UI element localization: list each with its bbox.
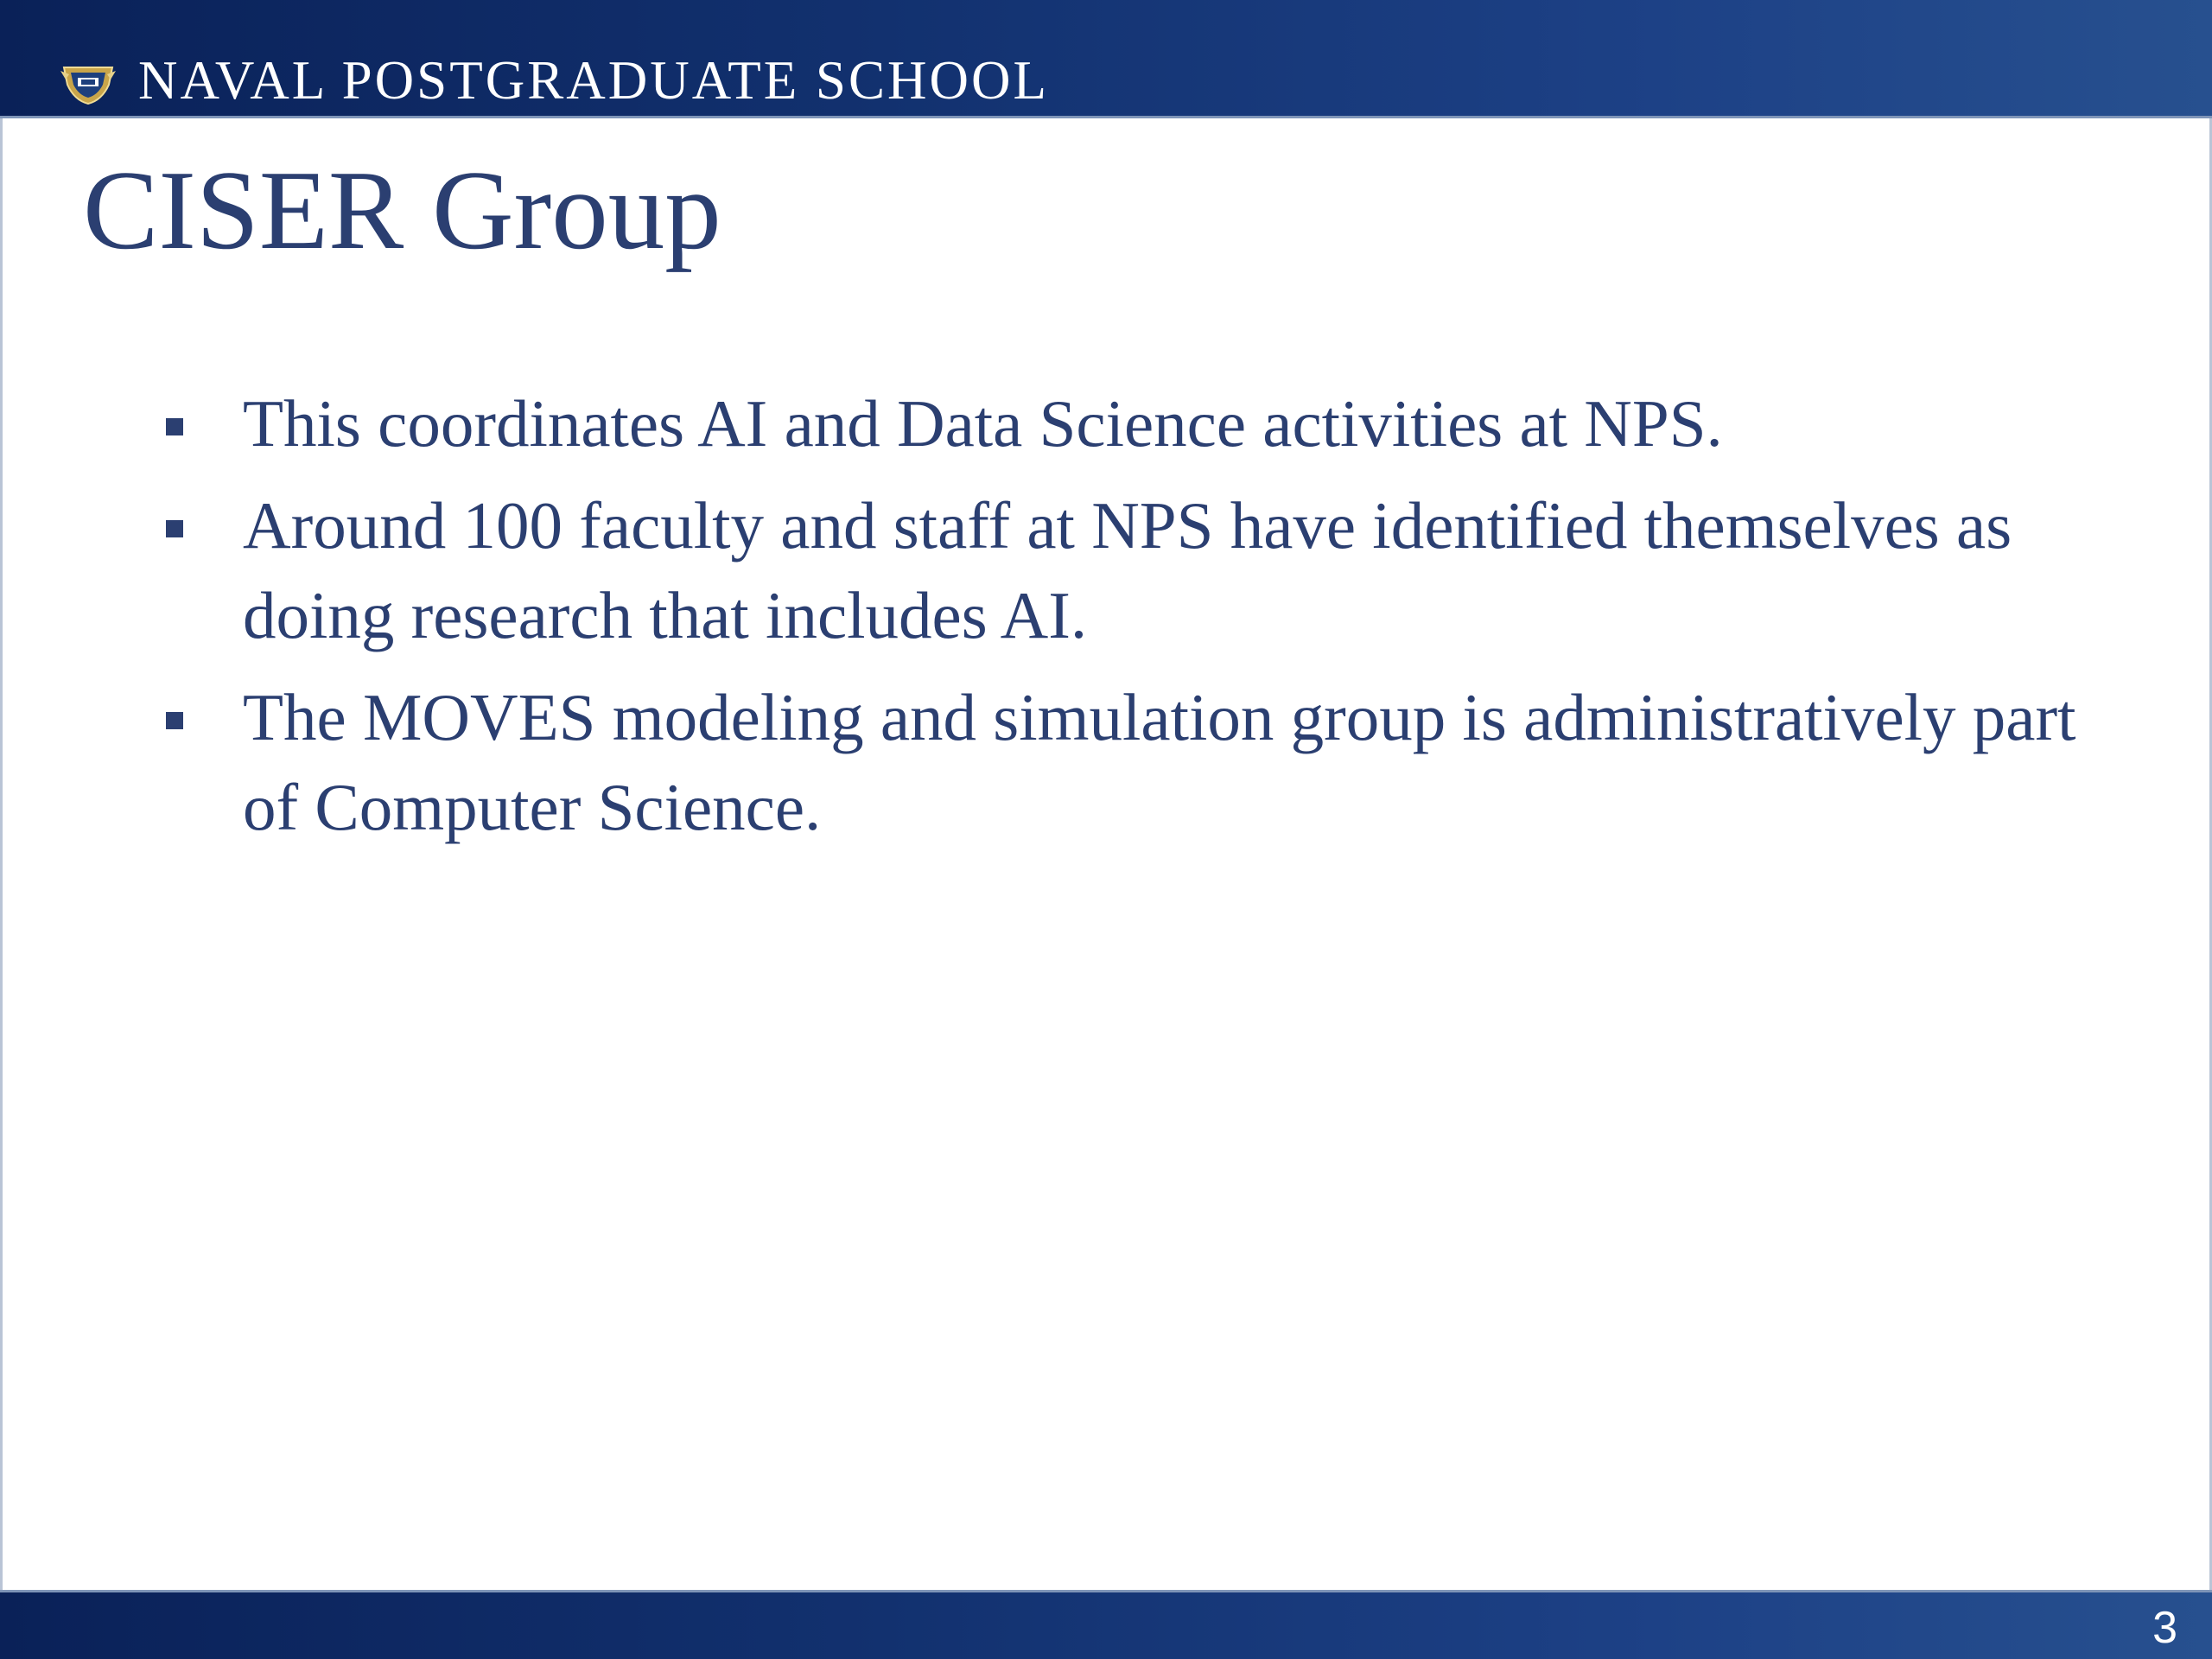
list-item <box>161 480 2139 660</box>
page-number: 3 <box>2152 1603 2177 1653</box>
slide-title: CISER Group <box>83 148 721 273</box>
bullet-text: This coordinates AI and Data Science activities at NPS. <box>243 386 1723 461</box>
school-name: NAVAL POSTGRADUATE SCHOOL <box>138 50 1049 111</box>
nps-seal-icon <box>60 62 116 105</box>
footer-banner <box>0 1590 2212 1659</box>
bullet-text: Around 100 faculty and staff at NPS have identified themselves as doing research that includes AI. <box>243 488 2012 652</box>
bullet-text: The MOVES modeling and simulation group is administratively part of Computer Science. <box>243 680 2076 844</box>
list-item <box>161 672 2139 852</box>
list-item <box>161 378 2139 468</box>
bullet-list <box>161 378 2139 864</box>
square-bullet-icon <box>166 418 183 435</box>
square-bullet-icon <box>166 520 183 537</box>
square-bullet-icon <box>166 712 183 729</box>
left-border <box>0 118 3 1590</box>
header-banner <box>0 0 2212 118</box>
